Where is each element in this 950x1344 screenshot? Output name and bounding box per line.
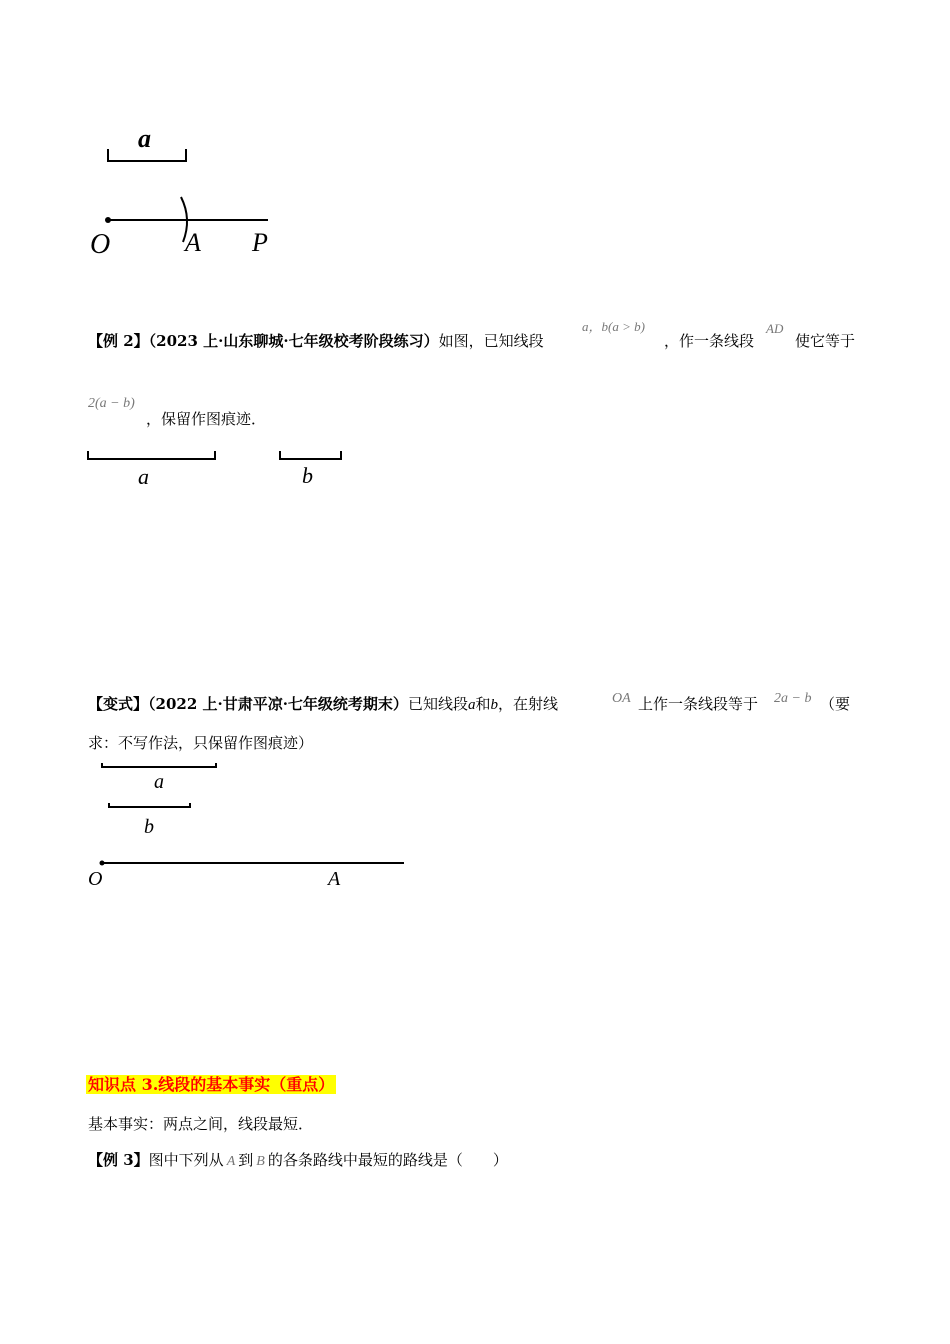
example2-text4: ，保留作图痕迹． xyxy=(146,410,267,428)
figure-ray-construction xyxy=(80,115,300,265)
example3-tag: 【例 3】 xyxy=(88,1151,149,1169)
knowledge3-fact: 基本事实：两点之间，线段最短． xyxy=(88,1115,314,1133)
variant-label-a: a xyxy=(154,771,164,793)
example3-text3: 的各条路线中最短的路线是（ ） xyxy=(267,1151,508,1169)
knowledge3-title xyxy=(86,1074,336,1096)
example2-segment-b xyxy=(280,451,341,459)
variant-line2: 求：不写作法，只保留作图痕迹） xyxy=(88,734,314,752)
variant-text5: （要 xyxy=(820,695,851,713)
knowledge3-title-text: 知识点 3.线段的基本事实（重点） xyxy=(88,1075,335,1094)
figure-variant xyxy=(80,755,420,895)
figure1-label-a-point: A xyxy=(185,228,201,257)
example2-source: （2023 上·山东聊城·七年级校考阶段练习） xyxy=(148,332,439,350)
figure1-label-o: O xyxy=(90,229,111,260)
example2-math-expr: 2(a − b) xyxy=(88,396,135,411)
variant-var-a: a xyxy=(467,697,476,713)
variant-segment-b xyxy=(109,803,190,807)
example2-text2: ，作一条线段 xyxy=(664,332,755,350)
figure1-label-p: P xyxy=(252,228,268,257)
variant-label-o: O xyxy=(88,868,103,890)
variant-text3: ，在射线 xyxy=(497,695,558,713)
variant-math-oa: OA xyxy=(612,691,631,706)
example2-text1: 如图，已知线段 xyxy=(438,332,544,350)
example2-line1 xyxy=(88,331,544,351)
example2-segment-a xyxy=(88,451,215,459)
example3-math-a: A xyxy=(226,1154,236,1169)
example3-line xyxy=(88,1150,508,1172)
variant-source: （2022 上·甘肃平凉·七年级统考期末） xyxy=(148,695,408,713)
figure-segments-a-b xyxy=(80,445,360,495)
variant-segment-a xyxy=(102,763,216,767)
variant-label-a-point: A xyxy=(328,868,341,890)
variant-line1 xyxy=(88,694,558,715)
variant-label-b: b xyxy=(144,816,154,838)
variant-text2: 和 xyxy=(475,695,491,713)
variant-var-b: b xyxy=(490,697,498,713)
variant-math-expr: 2a − b xyxy=(774,691,812,706)
example3-math-b: B xyxy=(256,1154,265,1169)
variant-text4: 上作一条线段等于 xyxy=(638,695,759,713)
example3-text2: 到 xyxy=(238,1151,254,1169)
example2-math-ad: AD xyxy=(766,321,784,336)
variant-text1: 已知线段 xyxy=(407,695,468,713)
variant-tag: 【变式】 xyxy=(88,695,149,713)
figure1-label-a: a xyxy=(138,124,151,153)
example2-math-ab: a，b(a > b) xyxy=(582,319,645,334)
example2-text3: 使它等于 xyxy=(795,332,856,350)
example3-text1: 图中下列从 xyxy=(148,1151,224,1169)
example2-tag: 【例 2】 xyxy=(88,332,149,350)
example2-label-a: a xyxy=(138,464,149,489)
example2-label-b: b xyxy=(302,463,313,488)
